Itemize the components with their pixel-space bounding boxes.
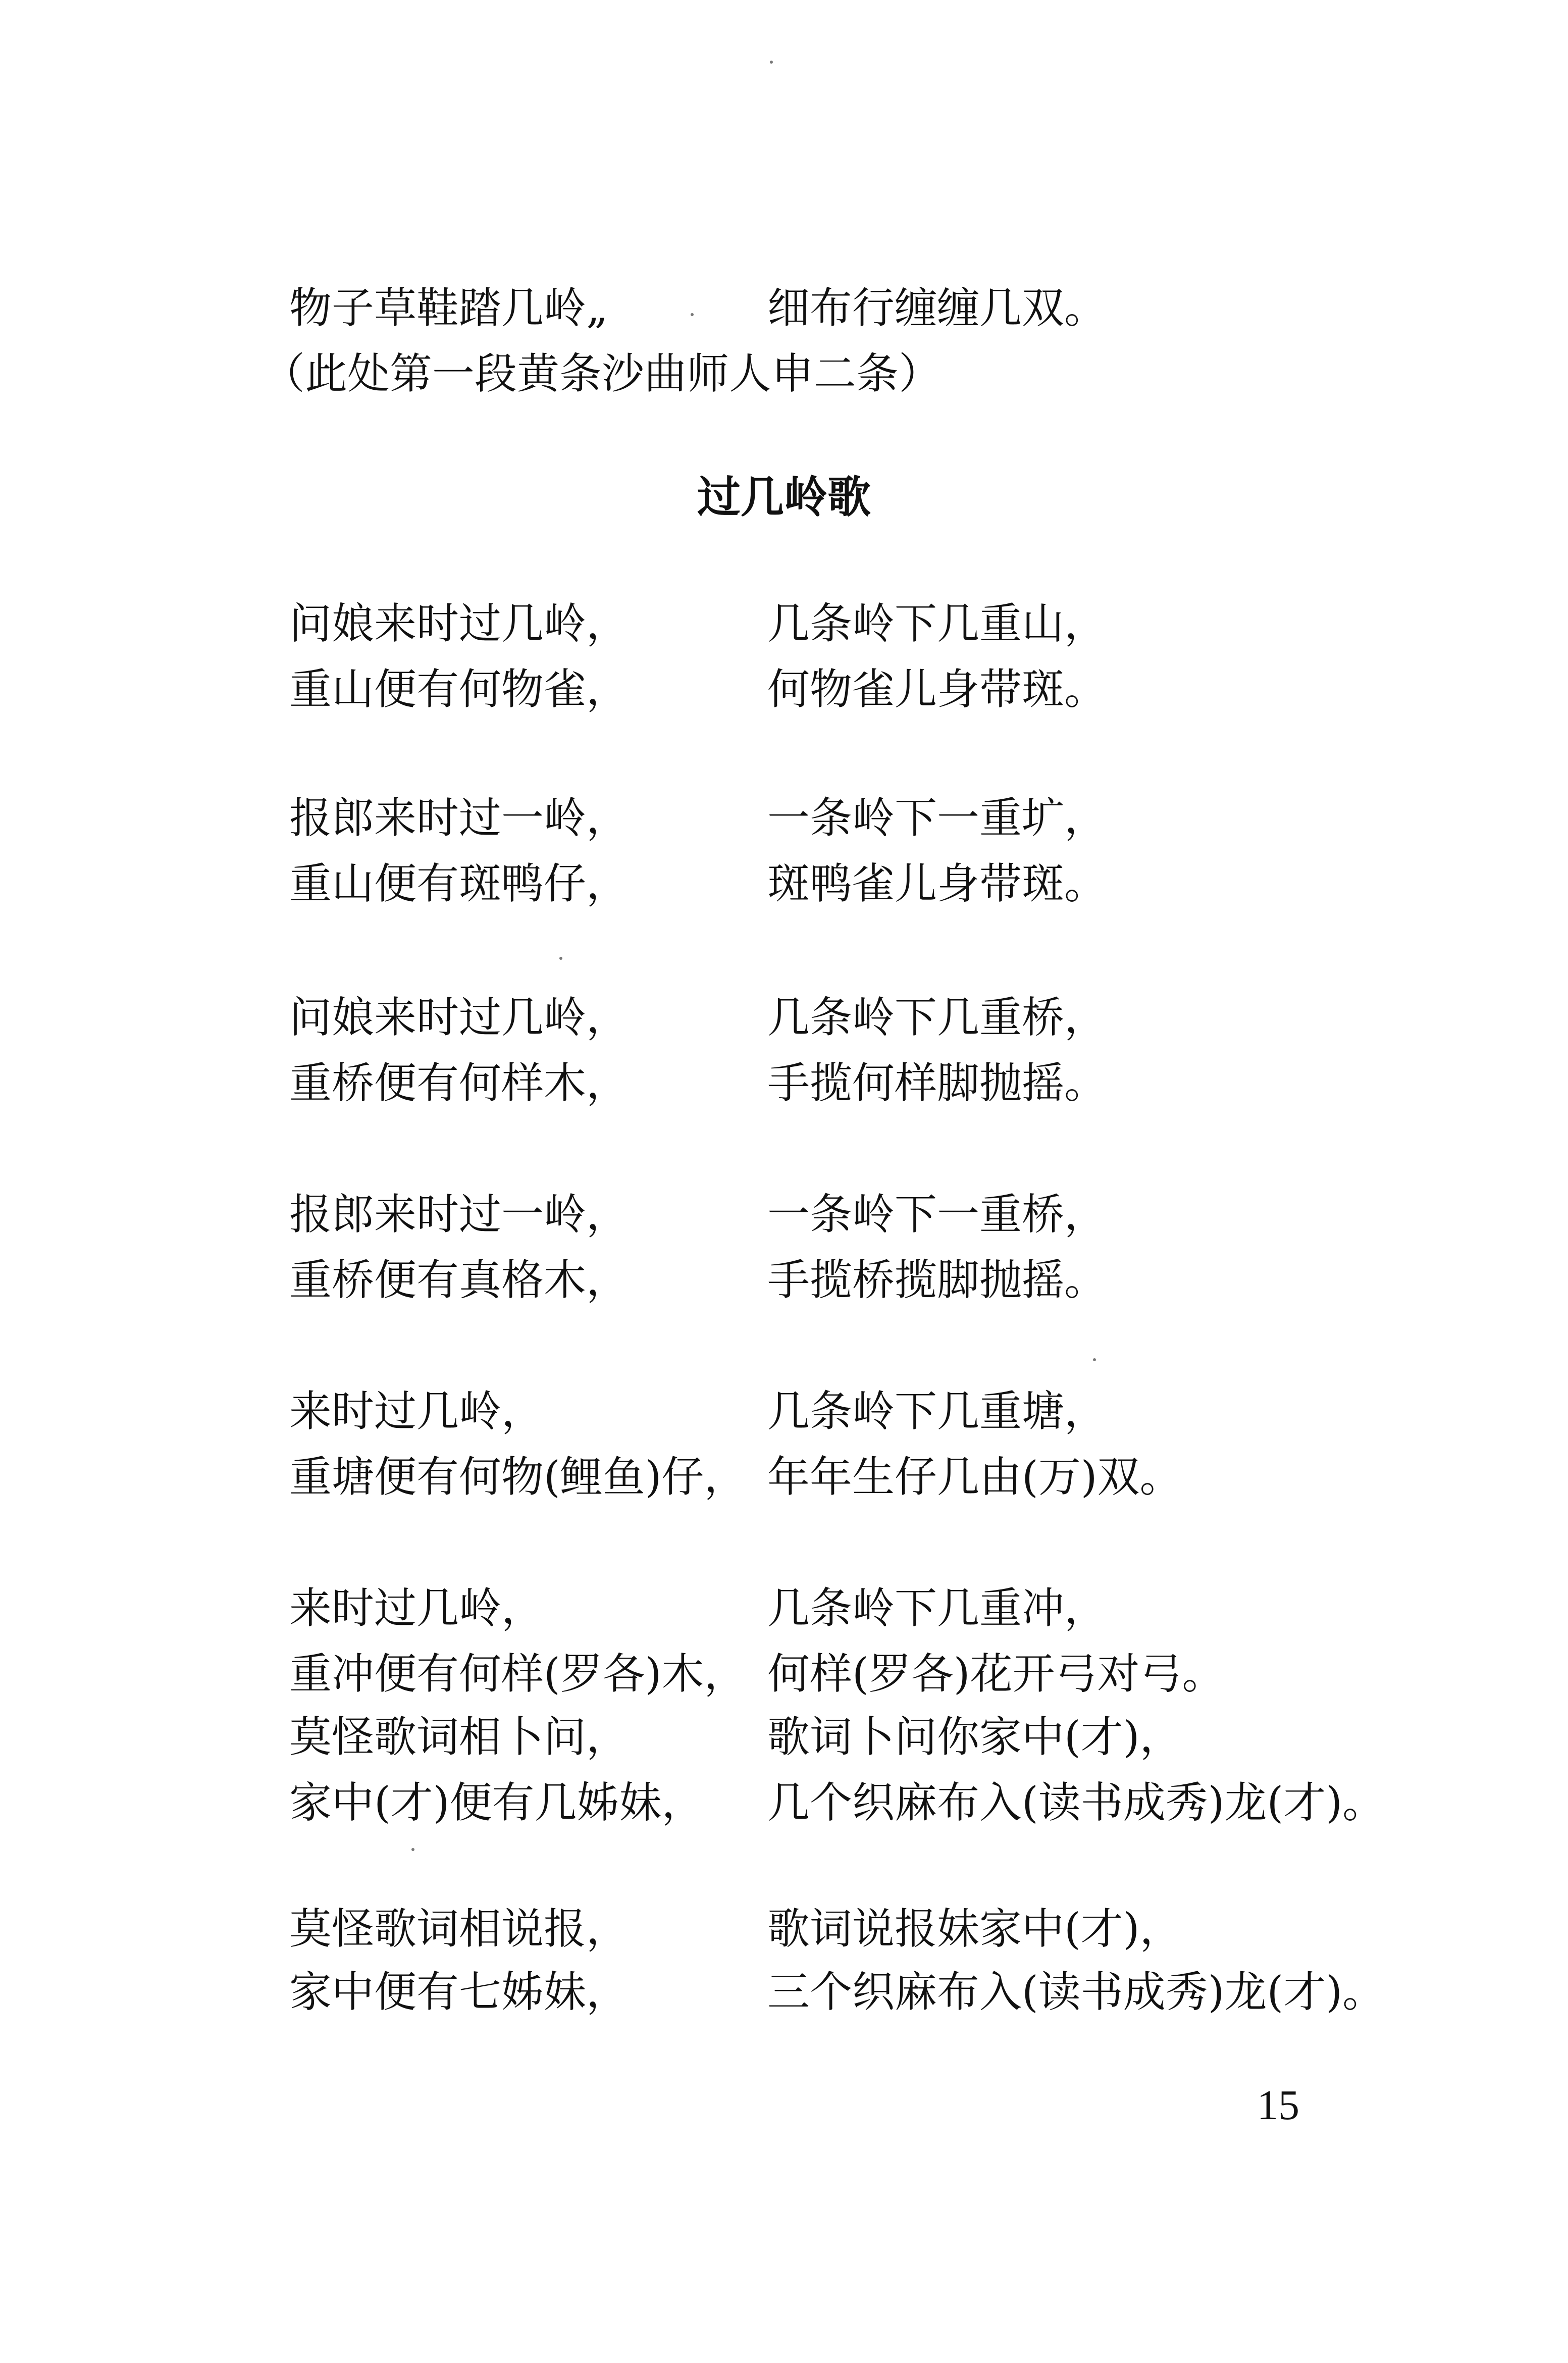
verse-line-left: 家中(才)便有几姊妹， (289, 1778, 704, 1827)
verse-line-right: 斑鸭雀儿身带斑。 (767, 859, 1107, 908)
verse-line-left: 家中便有七姊妹， (289, 1967, 629, 2017)
verse-line-left: 问娘来时过几岭， (289, 993, 629, 1042)
verse-line-right: 何物雀儿身带斑。 (767, 664, 1107, 714)
scan-speck (559, 957, 562, 960)
scan-speck (691, 313, 694, 316)
verse-line-right: 几条岭下几重山， (767, 599, 1107, 648)
verse-line-right: 几条岭下几重塘， (767, 1386, 1107, 1436)
verse-line-right: 手揽何样脚抛摇。 (767, 1058, 1107, 1108)
verse-line-left: 重冲便有何样(罗各)木， (289, 1649, 747, 1699)
verse-line-right: 三个织麻布入(读书成秀)龙(才)。 (767, 1967, 1385, 2017)
verse-line-right: 一条岭下一重桥， (767, 1190, 1107, 1239)
intro-line-right: 细布行缠缠几双。 (767, 283, 1107, 333)
verse-line-right: 一条岭下一重圹， (767, 793, 1107, 843)
verse-line-left: 来时过几岭， (289, 1583, 544, 1633)
scan-speck (770, 61, 773, 64)
verse-line-right: 手揽桥揽脚抛摇。 (767, 1255, 1107, 1305)
verse-line-left: 莫怪歌词相卜问， (289, 1712, 629, 1762)
verse-line-left: 问娘来时过几岭， (289, 599, 629, 648)
verse-line-right: 几条岭下几重桥， (767, 993, 1107, 1042)
verse-line-right: 歌词卜问你家中(才)， (767, 1712, 1182, 1762)
verse-line-left: 报郎来时过一岭， (289, 793, 629, 843)
verse-line-left: 重桥便有何样木， (289, 1058, 629, 1108)
scan-speck (1093, 1358, 1096, 1361)
verse-line-left: 来时过几岭， (289, 1386, 544, 1436)
song-title: 过几岭歌 (697, 472, 871, 523)
verse-line-right: 年年生仔几由(万)双。 (767, 1452, 1182, 1502)
verse-line-left: 重塘便有何物(鲤鱼)仔， (289, 1452, 747, 1502)
verse-line-right: 几条岭下几重冲， (767, 1583, 1107, 1633)
verse-line-right: 几个织麻布入(读书成秀)龙(才)。 (767, 1778, 1385, 1827)
page-number: 15 (1257, 2082, 1299, 2129)
verse-line-right: 歌词说报妹家中(才)， (767, 1904, 1182, 1954)
intro-note: （此处第一段黄条沙曲师人申二条） (263, 349, 942, 398)
verse-line-left: 重山便有何物雀， (289, 664, 629, 714)
scan-speck (411, 1848, 414, 1851)
verse-line-left: 报郎来时过一岭， (289, 1190, 629, 1239)
intro-line-left: 物子草鞋踏几岭„ (289, 283, 608, 333)
verse-line-left: 莫怪歌词相说报， (289, 1904, 629, 1954)
verse-line-right: 何样(罗各)花开弓对弓。 (767, 1649, 1225, 1699)
verse-line-left: 重桥便有真格木， (289, 1255, 629, 1305)
verse-line-left: 重山便有斑鸭仔， (289, 859, 629, 908)
